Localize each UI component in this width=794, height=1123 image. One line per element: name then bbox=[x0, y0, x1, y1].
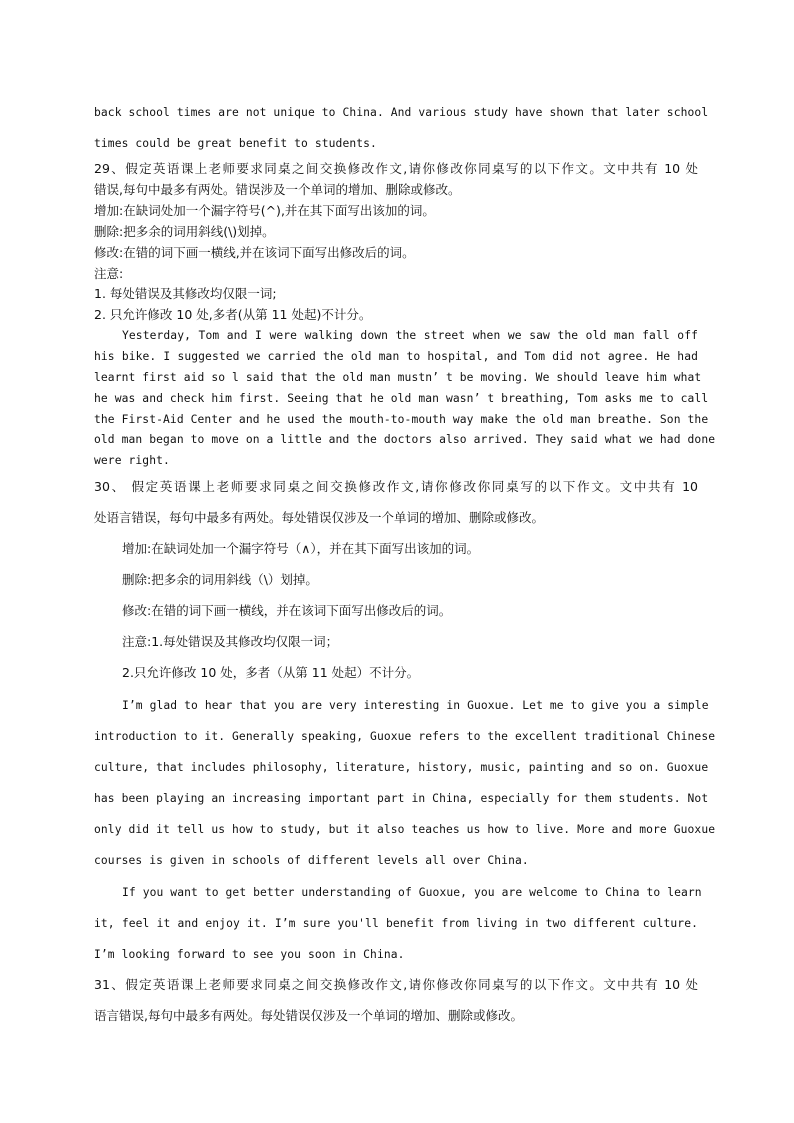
essay-30-line: I’m glad to hear that you are very interesting in Guoxue. Let me to give you a simple bbox=[122, 699, 709, 712]
note-item: 2.只允许修改 10 处，多者（从第 11 处起）不计分。 bbox=[122, 665, 420, 680]
essay-30-line: introduction to it. Generally speaking, Guoxue refers to the excellent traditional Chinese bbox=[94, 730, 716, 743]
rule-add: 增加:在缺词处加一个漏字符号(^),并在其下面写出该加的词。 bbox=[94, 203, 435, 218]
essay-29-line: he was and check him first. Seeing that he old man wasn’ t breathing, Tom asks me to call bbox=[94, 392, 709, 405]
question-30-instruction: 30、 假定英语课上老师要求同桌之间交换修改作文,请你修改你同桌写的以下作文。文中共有 10 bbox=[94, 479, 698, 494]
essay-29-line: were right. bbox=[94, 454, 170, 467]
rule-modify: 修改:在错的词下画一横线,并在该词下面写出修改后的词。 bbox=[94, 245, 415, 260]
rule-add: 增加:在缺词处加一个漏字符号（∧），并在其下面写出该加的词。 bbox=[122, 541, 480, 556]
note-item: 1. 每处错误及其修改均仅限一词; bbox=[94, 286, 277, 301]
notes-heading: 注意: bbox=[94, 266, 124, 281]
rule-delete: 删除:把多余的词用斜线（\）划掉。 bbox=[122, 572, 318, 587]
essay-29-line: Yesterday, Tom and I were walking down the street when we saw the old man fall off bbox=[122, 329, 698, 342]
question-31-instruction: 语言错误,每句中最多有两处。每处错误仅涉及一个单词的增加、删除或修改。 bbox=[94, 1008, 523, 1023]
passage-line: back school times are not unique to China. And various study have shown that later school bbox=[94, 106, 709, 119]
essay-30-line: only did it tell us how to study, but it also teaches us how to live. More and more Guoxue bbox=[94, 823, 716, 836]
note-item: 2. 只允许修改 10 处,多者(从第 11 处起)不计分。 bbox=[94, 307, 372, 322]
rule-modify: 修改:在错的词下画一横线，并在该词下面写出修改后的词。 bbox=[122, 603, 452, 618]
essay-29-line: the First-Aid Center and he used the mouth-to-mouth way make the old man breathe. Son the bbox=[94, 413, 709, 426]
essay-29-line: learnt first aid so l said that the old man mustn’ t be moving. We should leave him what bbox=[94, 371, 702, 384]
essay-30-line: courses is given in schools of different levels all over China. bbox=[94, 854, 529, 867]
essay-30-line: If you want to get better understanding of Guoxue, you are welcome to China to learn bbox=[122, 886, 702, 899]
question-29-instruction: 错误,每句中最多有两处。错误涉及一个单词的增加、删除或修改。 bbox=[94, 182, 461, 197]
essay-29-line: old man began to move on a little and the doctors also arrived. They said what we had done bbox=[94, 433, 716, 446]
note-item: 注意:1.每处错误及其修改均仅限一词； bbox=[122, 634, 339, 649]
rule-delete: 删除:把多余的词用斜线(\)划掉。 bbox=[94, 224, 275, 239]
essay-29-line: his bike. I suggested we carried the old man to hospital, and Tom did not agree. He had bbox=[94, 350, 698, 363]
essay-30-line: culture, that includes philosophy, literature, history, music, painting and so on. Guoxue bbox=[94, 761, 709, 774]
essay-30-line: I’m looking forward to see you soon in China. bbox=[94, 948, 405, 961]
question-29-instruction: 29、假定英语课上老师要求同桌之间交换修改作文,请你修改你同桌写的以下作文。文中共有 10 处 bbox=[94, 161, 698, 176]
question-31-instruction: 31、假定英语课上老师要求同桌之间交换修改作文,请你修改你同桌写的以下作文。文中共有 10 处 bbox=[94, 977, 698, 992]
essay-30-line: it, feel it and enjoy it. I’m sure you'll benefit from living in two different culture. bbox=[94, 917, 698, 930]
essay-30-line: has been playing an increasing important part in China, especially for them students. Not bbox=[94, 792, 709, 805]
passage-line: times could be great benefit to students. bbox=[94, 137, 377, 150]
question-30-instruction: 处语言错误，每句中最多有两处。每处错误仅涉及一个单词的增加、删除或修改。 bbox=[94, 510, 545, 525]
